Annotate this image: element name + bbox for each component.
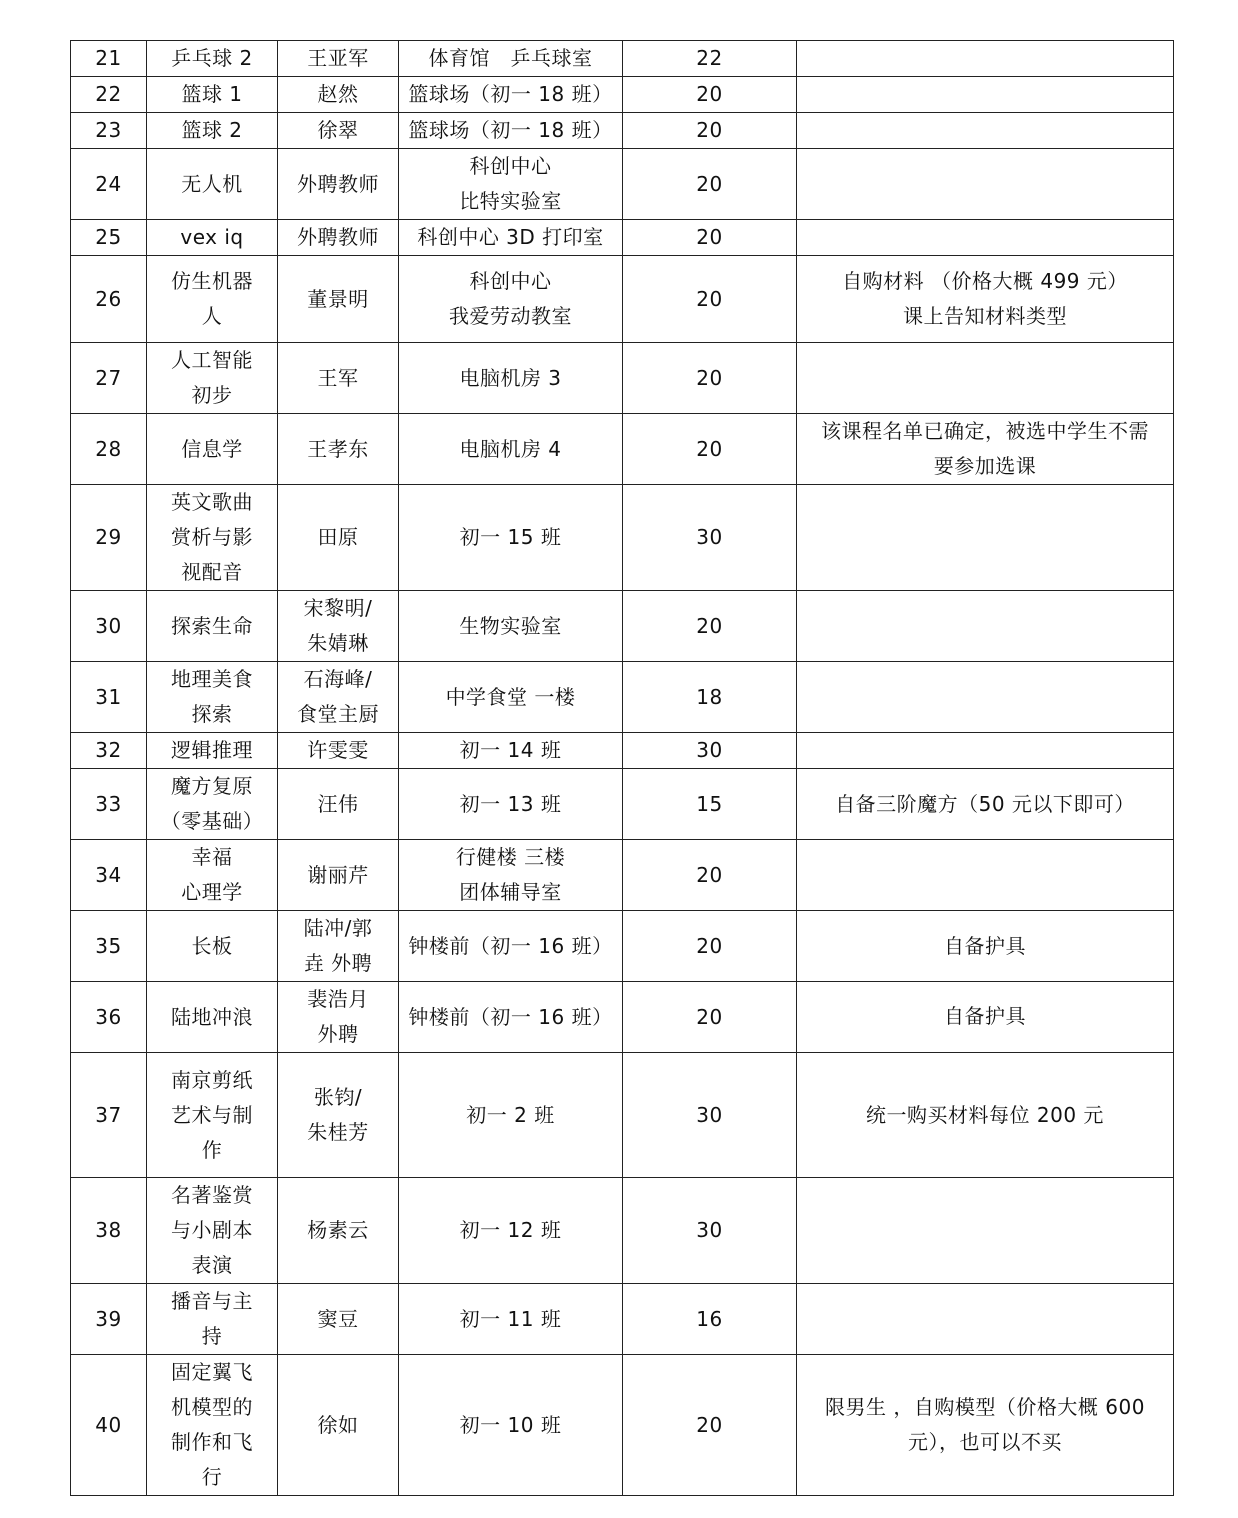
note — [797, 1178, 1174, 1284]
note: 自备三阶魔方（50 元以下即可） — [797, 769, 1174, 840]
table-row — [71, 220, 1174, 256]
capacity: 20 — [623, 220, 797, 256]
course-name: 播音与主 持 — [147, 1284, 278, 1355]
teacher-name: 王军 — [278, 343, 399, 414]
teacher-name: 外聘教师 — [278, 149, 399, 220]
row-number: 33 — [71, 769, 147, 840]
teacher-name: 张钧/ 朱桂芳 — [278, 1053, 399, 1178]
teacher-name: 徐翠 — [278, 113, 399, 149]
capacity: 16 — [623, 1284, 797, 1355]
teacher-name: 赵然 — [278, 77, 399, 113]
row-number: 26 — [71, 256, 147, 343]
note: 自备护具 — [797, 911, 1174, 982]
table-row — [71, 1053, 1174, 1178]
table-row — [71, 1355, 1174, 1496]
class-location: 行健楼 三楼 团体辅导室 — [399, 840, 623, 911]
note — [797, 149, 1174, 220]
capacity: 20 — [623, 911, 797, 982]
row-number: 22 — [71, 77, 147, 113]
class-location: 生物实验室 — [399, 591, 623, 662]
note — [797, 733, 1174, 769]
teacher-name: 杨素云 — [278, 1178, 399, 1284]
course-name: 人工智能 初步 — [147, 343, 278, 414]
capacity: 20 — [623, 840, 797, 911]
course-name: 幸福 心理学 — [147, 840, 278, 911]
class-location: 初一 2 班 — [399, 1053, 623, 1178]
row-number: 38 — [71, 1178, 147, 1284]
course-name: 名著鉴赏 与小剧本 表演 — [147, 1178, 278, 1284]
course-table — [70, 40, 1174, 1496]
table-row — [71, 911, 1174, 982]
capacity: 30 — [623, 733, 797, 769]
note — [797, 591, 1174, 662]
note — [797, 343, 1174, 414]
note — [797, 485, 1174, 591]
capacity: 30 — [623, 1178, 797, 1284]
note — [797, 41, 1174, 77]
teacher-name: 徐如 — [278, 1355, 399, 1496]
class-location: 初一 13 班 — [399, 769, 623, 840]
table-row — [71, 840, 1174, 911]
note — [797, 1284, 1174, 1355]
class-location: 中学食堂 一楼 — [399, 662, 623, 733]
course-name: 地理美食 探索 — [147, 662, 278, 733]
course-name: 固定翼飞 机模型的 制作和飞 行 — [147, 1355, 278, 1496]
teacher-name: 裴浩月 外聘 — [278, 982, 399, 1053]
course-table-body — [71, 41, 1174, 1496]
course-name: vex iq — [147, 220, 278, 256]
class-location: 初一 10 班 — [399, 1355, 623, 1496]
course-name: 长板 — [147, 911, 278, 982]
table-row — [71, 149, 1174, 220]
class-location: 电脑机房 3 — [399, 343, 623, 414]
table-row — [71, 77, 1174, 113]
row-number: 23 — [71, 113, 147, 149]
class-location: 钟楼前（初一 16 班） — [399, 911, 623, 982]
row-number: 21 — [71, 41, 147, 77]
capacity: 20 — [623, 149, 797, 220]
table-row — [71, 1178, 1174, 1284]
teacher-name: 石海峰/ 食堂主厨 — [278, 662, 399, 733]
course-name: 乒乓球 2 — [147, 41, 278, 77]
note — [797, 662, 1174, 733]
capacity: 20 — [623, 414, 797, 485]
table-row — [71, 256, 1174, 343]
course-name: 探索生命 — [147, 591, 278, 662]
course-name: 英文歌曲 赏析与影 视配音 — [147, 485, 278, 591]
table-row — [71, 485, 1174, 591]
note: 自购材料 （价格大概 499 元） 课上告知材料类型 — [797, 256, 1174, 343]
class-location: 篮球场（初一 18 班） — [399, 77, 623, 113]
capacity: 20 — [623, 982, 797, 1053]
row-number: 30 — [71, 591, 147, 662]
teacher-name: 外聘教师 — [278, 220, 399, 256]
course-name: 信息学 — [147, 414, 278, 485]
course-name: 逻辑推理 — [147, 733, 278, 769]
row-number: 31 — [71, 662, 147, 733]
row-number: 32 — [71, 733, 147, 769]
class-location: 科创中心 3D 打印室 — [399, 220, 623, 256]
teacher-name: 许雯雯 — [278, 733, 399, 769]
teacher-name: 董景明 — [278, 256, 399, 343]
class-location: 钟楼前（初一 16 班） — [399, 982, 623, 1053]
row-number: 35 — [71, 911, 147, 982]
capacity: 20 — [623, 343, 797, 414]
row-number: 29 — [71, 485, 147, 591]
teacher-name: 宋黎明/ 朱婧琳 — [278, 591, 399, 662]
class-location: 科创中心 比特实验室 — [399, 149, 623, 220]
class-location: 初一 11 班 — [399, 1284, 623, 1355]
table-row — [71, 414, 1174, 485]
row-number: 28 — [71, 414, 147, 485]
note — [797, 77, 1174, 113]
teacher-name: 陆冲/郭 垚 外聘 — [278, 911, 399, 982]
table-row — [71, 41, 1174, 77]
course-name: 篮球 1 — [147, 77, 278, 113]
note — [797, 220, 1174, 256]
table-row — [71, 733, 1174, 769]
row-number: 39 — [71, 1284, 147, 1355]
capacity: 20 — [623, 1355, 797, 1496]
row-number: 27 — [71, 343, 147, 414]
row-number: 25 — [71, 220, 147, 256]
row-number: 34 — [71, 840, 147, 911]
note — [797, 840, 1174, 911]
course-name: 仿生机器 人 — [147, 256, 278, 343]
row-number: 24 — [71, 149, 147, 220]
table-row — [71, 982, 1174, 1053]
table-row — [71, 113, 1174, 149]
table-row — [71, 591, 1174, 662]
note: 自备护具 — [797, 982, 1174, 1053]
table-row — [71, 769, 1174, 840]
class-location: 初一 15 班 — [399, 485, 623, 591]
table-row — [71, 662, 1174, 733]
note: 统一购买材料每位 200 元 — [797, 1053, 1174, 1178]
note — [797, 113, 1174, 149]
teacher-name: 窦豆 — [278, 1284, 399, 1355]
class-location: 电脑机房 4 — [399, 414, 623, 485]
course-name: 陆地冲浪 — [147, 982, 278, 1053]
table-row — [71, 1284, 1174, 1355]
course-name: 魔方复原 （零基础） — [147, 769, 278, 840]
row-number: 37 — [71, 1053, 147, 1178]
teacher-name: 汪伟 — [278, 769, 399, 840]
class-location: 科创中心 我爱劳动教室 — [399, 256, 623, 343]
table-row — [71, 343, 1174, 414]
note: 限男生 ，自购模型（价格大概 600 元），也可以不买 — [797, 1355, 1174, 1496]
capacity: 22 — [623, 41, 797, 77]
capacity: 20 — [623, 77, 797, 113]
teacher-name: 谢丽芹 — [278, 840, 399, 911]
course-name: 南京剪纸 艺术与制 作 — [147, 1053, 278, 1178]
row-number: 36 — [71, 982, 147, 1053]
capacity: 18 — [623, 662, 797, 733]
row-number: 40 — [71, 1355, 147, 1496]
class-location: 初一 14 班 — [399, 733, 623, 769]
teacher-name: 王孝东 — [278, 414, 399, 485]
class-location: 篮球场（初一 18 班） — [399, 113, 623, 149]
class-location: 初一 12 班 — [399, 1178, 623, 1284]
teacher-name: 田原 — [278, 485, 399, 591]
capacity: 15 — [623, 769, 797, 840]
capacity: 20 — [623, 256, 797, 343]
capacity: 30 — [623, 485, 797, 591]
capacity: 20 — [623, 113, 797, 149]
class-location: 体育馆 乒乓球室 — [399, 41, 623, 77]
course-name: 无人机 — [147, 149, 278, 220]
note: 该课程名单已确定，被选中学生不需 要参加选课 — [797, 414, 1174, 485]
capacity: 20 — [623, 591, 797, 662]
teacher-name: 王亚军 — [278, 41, 399, 77]
course-name: 篮球 2 — [147, 113, 278, 149]
capacity: 30 — [623, 1053, 797, 1178]
